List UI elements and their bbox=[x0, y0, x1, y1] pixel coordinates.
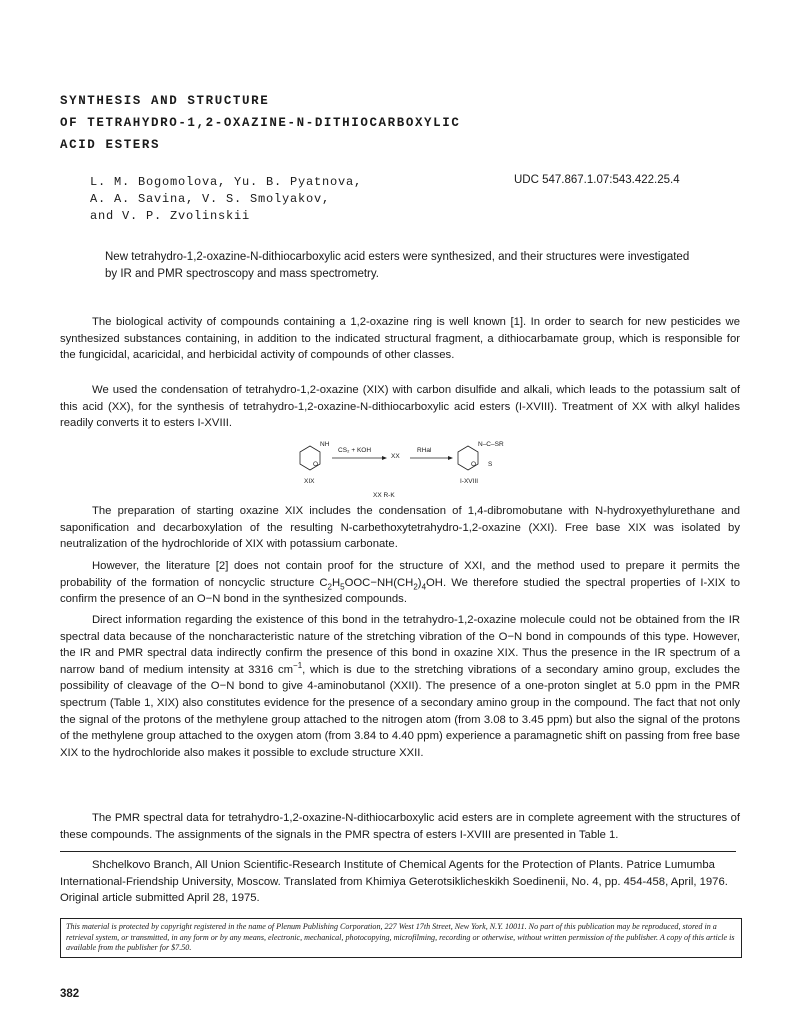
paragraph-2: We used the condensation of tetrahydro-1,2-oxazine (XIX) with carbon disulfide and alkali, which leads to the potassium salt of this acid (XX), for the synthesis of tetrahydro-1,2-oxazine-N-dithiocarboxylic acid esters (I-XVIII). Treatment of XX with alkyl halides readily converts it to esters I-XVIII. bbox=[60, 384, 740, 430]
author-line-3: and V. P. Zvolinskii bbox=[90, 209, 251, 223]
paragraph-4-text-a: However, the literature [2] does not contain proof for the structure of XXI, and the method used to prepare it permits the probability of the formation of noncyclic structure C bbox=[60, 560, 740, 589]
product-compound-label: I-XVIII bbox=[460, 478, 479, 485]
paragraph-5-text-b: , which is due to the stretching vibrations of a secondary amino group, excludes the possibility of cleavage of the O−N bond to give 4-aminobutanol (XXII). The presence of a one-proton singlet at 5.0 ppm in the PMR spectrum (Table 1, XIX) also constitutes evidence for the presence of a secondary amino group in the compound. The fact that not only the signal of the protons of the methylene group attached to the nitrogen atom (from 3.08 to 3.45 ppm) but also the signal of the protons of the methylene group attached to the oxygen atom (from 3.84 to 4.40 ppm) experience a paramagnetic shift on passing from free base XIX to the hydrochloride also makes it possible to exclude structure XXII. bbox=[60, 663, 740, 759]
start-o-label: O bbox=[313, 461, 319, 468]
paragraph-3: The preparation of starting oxazine XIX includes the condensation of 1,4-dibromobutane with N-hydroxyethylurethane and saponification and decarboxylation of the resulting N-carbethoxytetrahydro-1,2-oxazine (XXI). Free base XIX was isolated by neutralization of the hydrochloride of XIX with potassium carbonate. bbox=[60, 505, 740, 551]
paragraph-4-sub-3: 2 bbox=[413, 581, 418, 591]
paragraph-4-text-d: ) bbox=[417, 576, 422, 589]
scheme-footnote: XX R-K bbox=[373, 492, 395, 499]
author-line-1: L. M. Bogomolova, Yu. B. Pyatnova, bbox=[90, 175, 363, 189]
abstract: New tetrahydro-1,2-oxazine-N-dithiocarboxylic acid esters were synthesized, and their structures were investigated by IR and PMR spectroscopy and mass spectrometry. bbox=[105, 251, 690, 280]
title-line-1: SYNTHESIS AND STRUCTURE bbox=[60, 94, 270, 108]
start-nh-label: NH bbox=[320, 441, 330, 448]
paragraph-4 bbox=[60, 558, 740, 608]
product-group-label: N–C–SR bbox=[478, 441, 504, 448]
paragraph-4-sub-2: 5 bbox=[340, 581, 345, 591]
title-line-2: OF TETRAHYDRO-1,2-OXAZINE-N-DITHIOCARBOXYLIC bbox=[60, 116, 461, 130]
paragraph-6: The PMR spectral data for tetrahydro-1,2-oxazine-N-dithiocarboxylic acid esters are in complete agreement with the structures of these compounds. The assignments of the signals in the PMR spectra of esters I-XVIII are presented in Table 1. bbox=[60, 812, 740, 841]
start-compound-label: XIX bbox=[304, 478, 315, 485]
paragraph-5 bbox=[60, 612, 740, 761]
paragraph-4-text-c: OOC−NH(CH bbox=[344, 576, 414, 589]
arrow-head-2 bbox=[448, 456, 453, 460]
copyright-notice: This material is protected by copyright registered in the name of Plenum Publishing Corporation, 227 West 17th Street, New York, N.Y. 10011. No part of this publication may be reproduced, stored in a retrieval system, or transmitted, in any form or by any means, electronic, mechanical, photocopying, microfilming, recording or otherwise, without written permission of the publisher. A copy of this article is available from the publisher for $7.50. bbox=[60, 918, 742, 958]
paragraph-4-text-e: OH. We therefore studied the spectral properties of I-XIX to confirm the presence of an O−N bond in the synthesized compounds. bbox=[60, 576, 740, 606]
paragraph-4-sub-4: 4 bbox=[421, 581, 427, 591]
paragraph-5-text-a: Direct information regarding the existence of this bond in the tetrahydro-1,2-oxazine molecule could not be obtained from the IR spectral data because of the noncharacteristic nature of the stretching vibration of the O−N bond in compounds of this type. However, the IR and PMR spectral data indirectly confirm the presence of this bond in oxazine XIX. Thus the presence in the IR spectrum of a narrow band of medium intensity at 3316 cm bbox=[60, 614, 740, 676]
paragraph-4-sub-1: 2 bbox=[327, 581, 332, 591]
title-line-3: ACID ESTERS bbox=[60, 138, 161, 152]
reagent-2-label: RHal bbox=[417, 447, 432, 454]
author-line-2: A. A. Savina, V. S. Smolyakov, bbox=[90, 192, 331, 206]
product-s-label: S bbox=[488, 461, 493, 468]
reaction-scheme bbox=[280, 434, 530, 504]
product-o-label: O bbox=[471, 461, 477, 468]
page-number: 382 bbox=[60, 988, 80, 1000]
paragraph-4-text-b: H bbox=[331, 576, 341, 589]
arrow-head-1 bbox=[382, 456, 387, 460]
affiliation-note: Shchelkovo Branch, All Union Scientific-Research Institute of Chemical Agents for the Protection of Plants. Patrice Lumumba International-Friendship University, Moscow. Translated from Khimiya Geterotsiklicheskikh Soedinenii, No. 4, pp. 454-458, April, 1976. Original article submitted April 28, 1975. bbox=[60, 859, 728, 905]
reagent-1-label: CS₂ + KOH bbox=[338, 447, 372, 454]
intermediate-label: XX bbox=[391, 453, 400, 460]
footnote-rule bbox=[60, 851, 736, 852]
paragraph-5-sup: −1 bbox=[293, 661, 303, 671]
author-list bbox=[90, 174, 362, 225]
paragraph-1: The biological activity of compounds containing a 1,2-oxazine ring is well known [1]. In order to search for new pesticides we synthesized substances containing, in addition to the indicated structural fragment, a dithiocarbamate group, which is responsible for the fungicidal, acaricidal, and herbicidal activity of compounds of other classes. bbox=[60, 316, 740, 362]
udc-code: UDC 547.867.1.07:543.422.25.4 bbox=[514, 174, 680, 186]
article-title bbox=[60, 90, 460, 156]
